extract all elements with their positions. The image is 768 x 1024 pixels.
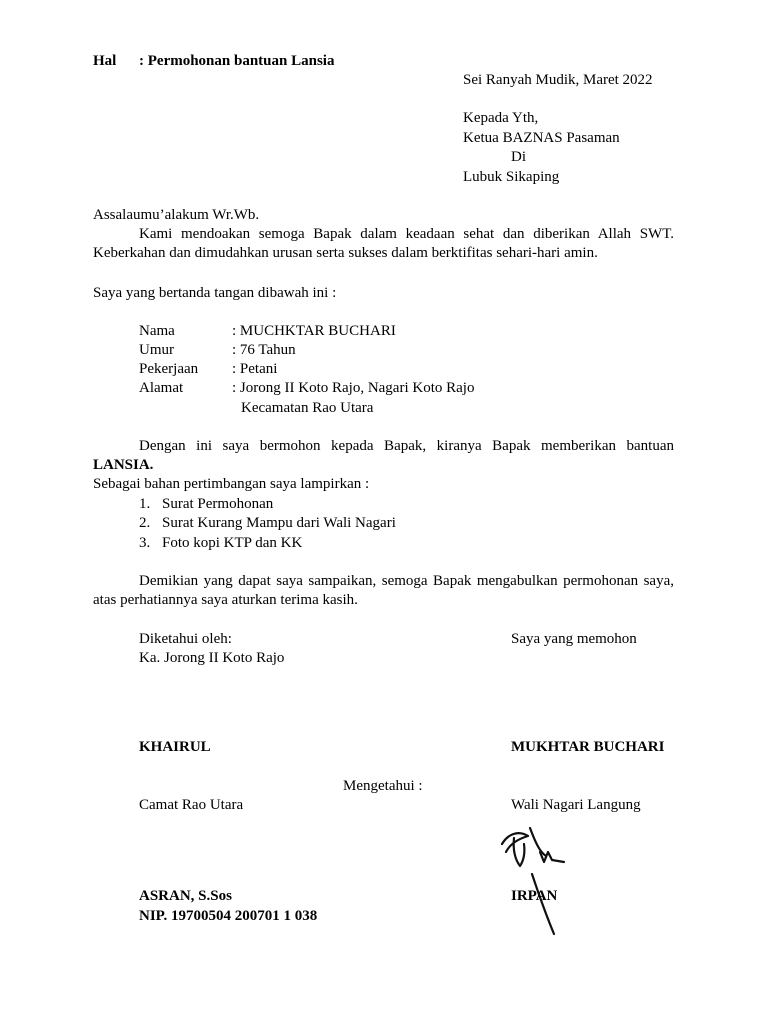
list-number: 3. [139, 535, 151, 551]
recipient-di: Di [511, 149, 526, 165]
job-label: Pekerjaan [139, 361, 199, 377]
intro-line: Saya yang bertanda tangan dibawah ini : [93, 285, 337, 301]
request-bold: LANSIA. [93, 457, 154, 473]
hal-label: Hal [93, 53, 117, 69]
age-value: : 76 Tahun [232, 342, 296, 358]
address-value-line1: : Jorong II Koto Rajo, Nagari Koto Rajo [232, 380, 475, 396]
camat-nip: NIP. 19700504 200701 1 038 [139, 908, 318, 924]
camat-signatory-name: ASRAN, S.Sos [139, 888, 232, 904]
list-text: Surat Permohonan [162, 496, 274, 512]
opening-paragraph: Kami mendoakan semoga Bapak dalam keadaan sehat dan diberikan Allah SWT. Keberkahan dan dimudahkan urusan serta sukses dalam berktifitas sehari-hari amin. [93, 226, 674, 261]
name-value: : MUCHKTAR BUCHARI [232, 323, 396, 339]
recipient-greeting: Kepada Yth, [463, 110, 539, 126]
recipient-location: Lubuk Sikaping [463, 169, 560, 185]
address-value-line2: Kecamatan Rao Utara [241, 400, 374, 416]
attachments-intro: Sebagai bahan pertimbangan saya lampirkan : [93, 476, 370, 492]
applicant-label: Saya yang memohon [511, 631, 637, 647]
wali-nagari-signatory-name: IRPAN [511, 888, 558, 904]
jorong-signatory-name: KHAIRUL [139, 739, 211, 755]
applicant-signatory-name: MUKHTAR BUCHARI [511, 739, 665, 755]
known-by-label: Diketahui oleh: [139, 631, 232, 647]
place-date: Sei Ranyah Mudik, Maret 2022 [463, 72, 653, 88]
list-text: Foto kopi KTP dan KK [162, 535, 303, 551]
request-paragraph: Dengan ini saya bermohon kepada Bapak, kiranya Bapak memberikan bantuan [139, 438, 674, 454]
list-text: Surat Kurang Mampu dari Wali Nagari [162, 515, 396, 531]
list-number: 1. [139, 496, 151, 512]
acknowledged-label: Mengetahui : [343, 778, 423, 794]
handwritten-signature [494, 822, 574, 937]
closing-paragraph: Demikian yang dapat saya sampaikan, semoga Bapak mengabulkan permohonan saya, atas perhatiannya saya aturkan terima kasih. [93, 573, 674, 608]
hal-subject: : Permohonan bantuan Lansia [139, 53, 335, 69]
greeting: Assalaumu’alakum Wr.Wb. [93, 207, 260, 223]
list-number: 2. [139, 515, 151, 531]
camat-title: Camat Rao Utara [139, 797, 244, 813]
address-label: Alamat [139, 380, 184, 396]
wali-nagari-title: Wali Nagari Langung [511, 797, 641, 813]
recipient-name: Ketua BAZNAS Pasaman [463, 130, 620, 146]
name-label: Nama [139, 323, 175, 339]
job-value: : Petani [232, 361, 278, 377]
age-label: Umur [139, 342, 174, 358]
jorong-title: Ka. Jorong II Koto Rajo [139, 650, 285, 666]
